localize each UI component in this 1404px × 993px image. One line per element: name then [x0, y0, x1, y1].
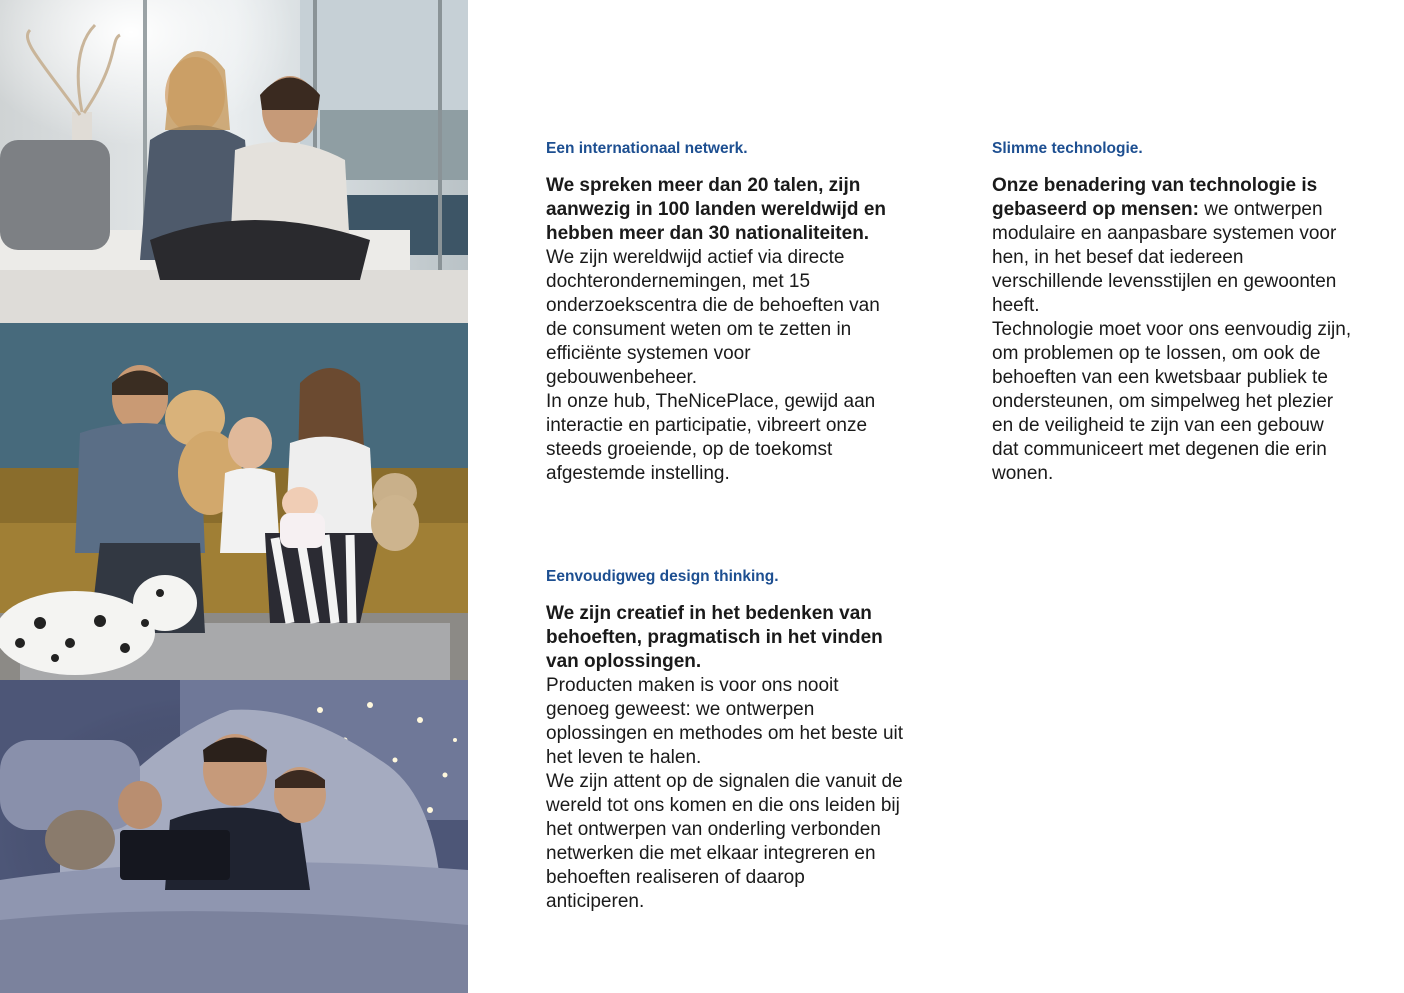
section-paragraph: We zijn wereldwijd actief via directe dochterondernemingen, met 15 onderzoekscentra die de behoeften van de consument weten om te zetten in efficiënte systemen voor gebouwenbeheer.: [546, 247, 880, 388]
section-lead: We spreken meer dan 20 talen, zijn aanwezig in 100 landen wereldwijd en hebben meer dan 30 nationaliteiten.: [546, 175, 886, 244]
section-paragraph: Producten maken is voor ons nooit genoeg geweest: we ontwerpen oplossingen en methodes om het beste uit het leven te halen.: [546, 675, 904, 768]
section-paragraph: We zijn attent op de signalen die vanuit de wereld tot ons komen en die ons leiden bij het ontwerpen van onderling verbonden netwerken die met elkaar integreren en behoeften realiseren of daarop anticiperen.: [546, 771, 903, 912]
couple-sofa-photo: [0, 0, 468, 323]
section-design-thinking: [546, 567, 906, 914]
section-paragraph: Technologie moet voor ons eenvoudig zijn, om problemen op te lossen, om ook de behoeften van een kwetsbaar publiek te ondersteunen, om simpelweg het plezier en de veiligheid te zijn van een gebouw dat communiceert met degenen die erin wonen.: [992, 319, 1352, 484]
section-lead-paragraph: [992, 174, 1354, 318]
section-body: [546, 602, 906, 914]
section-lead: Onze benadering van technologie is gebaseerd op mensen:: [992, 175, 1318, 220]
section-international-network: [546, 139, 906, 486]
section-body: [992, 174, 1354, 486]
section-paragraph: In onze hub, TheNicePlace, gewijd aan interactie en participatie, vibreert onze steeds groeiende, op de toekomst afgestemde instelling.: [546, 391, 876, 484]
father-kids-blanket-photo: [0, 680, 468, 993]
section-lead-tail: we ontwerpen modulaire en aanpasbare systemen voor hen, in het besef dat iedereen verschillende levensstijlen en gewoonten heeft.: [992, 199, 1337, 316]
section-lead: We zijn creatief in het bedenken van behoeften, pragmatisch in het vinden van oplossingen.: [546, 603, 883, 672]
photo-column: [0, 0, 468, 993]
family-dogs-photo: [0, 323, 468, 680]
section-heading: Slimme technologie.: [992, 140, 1143, 157]
section-heading: Eenvoudigweg design thinking.: [546, 568, 779, 585]
section-smart-technology: [992, 139, 1354, 486]
section-body: [546, 174, 906, 486]
section-heading: Een internationaal netwerk.: [546, 140, 748, 157]
